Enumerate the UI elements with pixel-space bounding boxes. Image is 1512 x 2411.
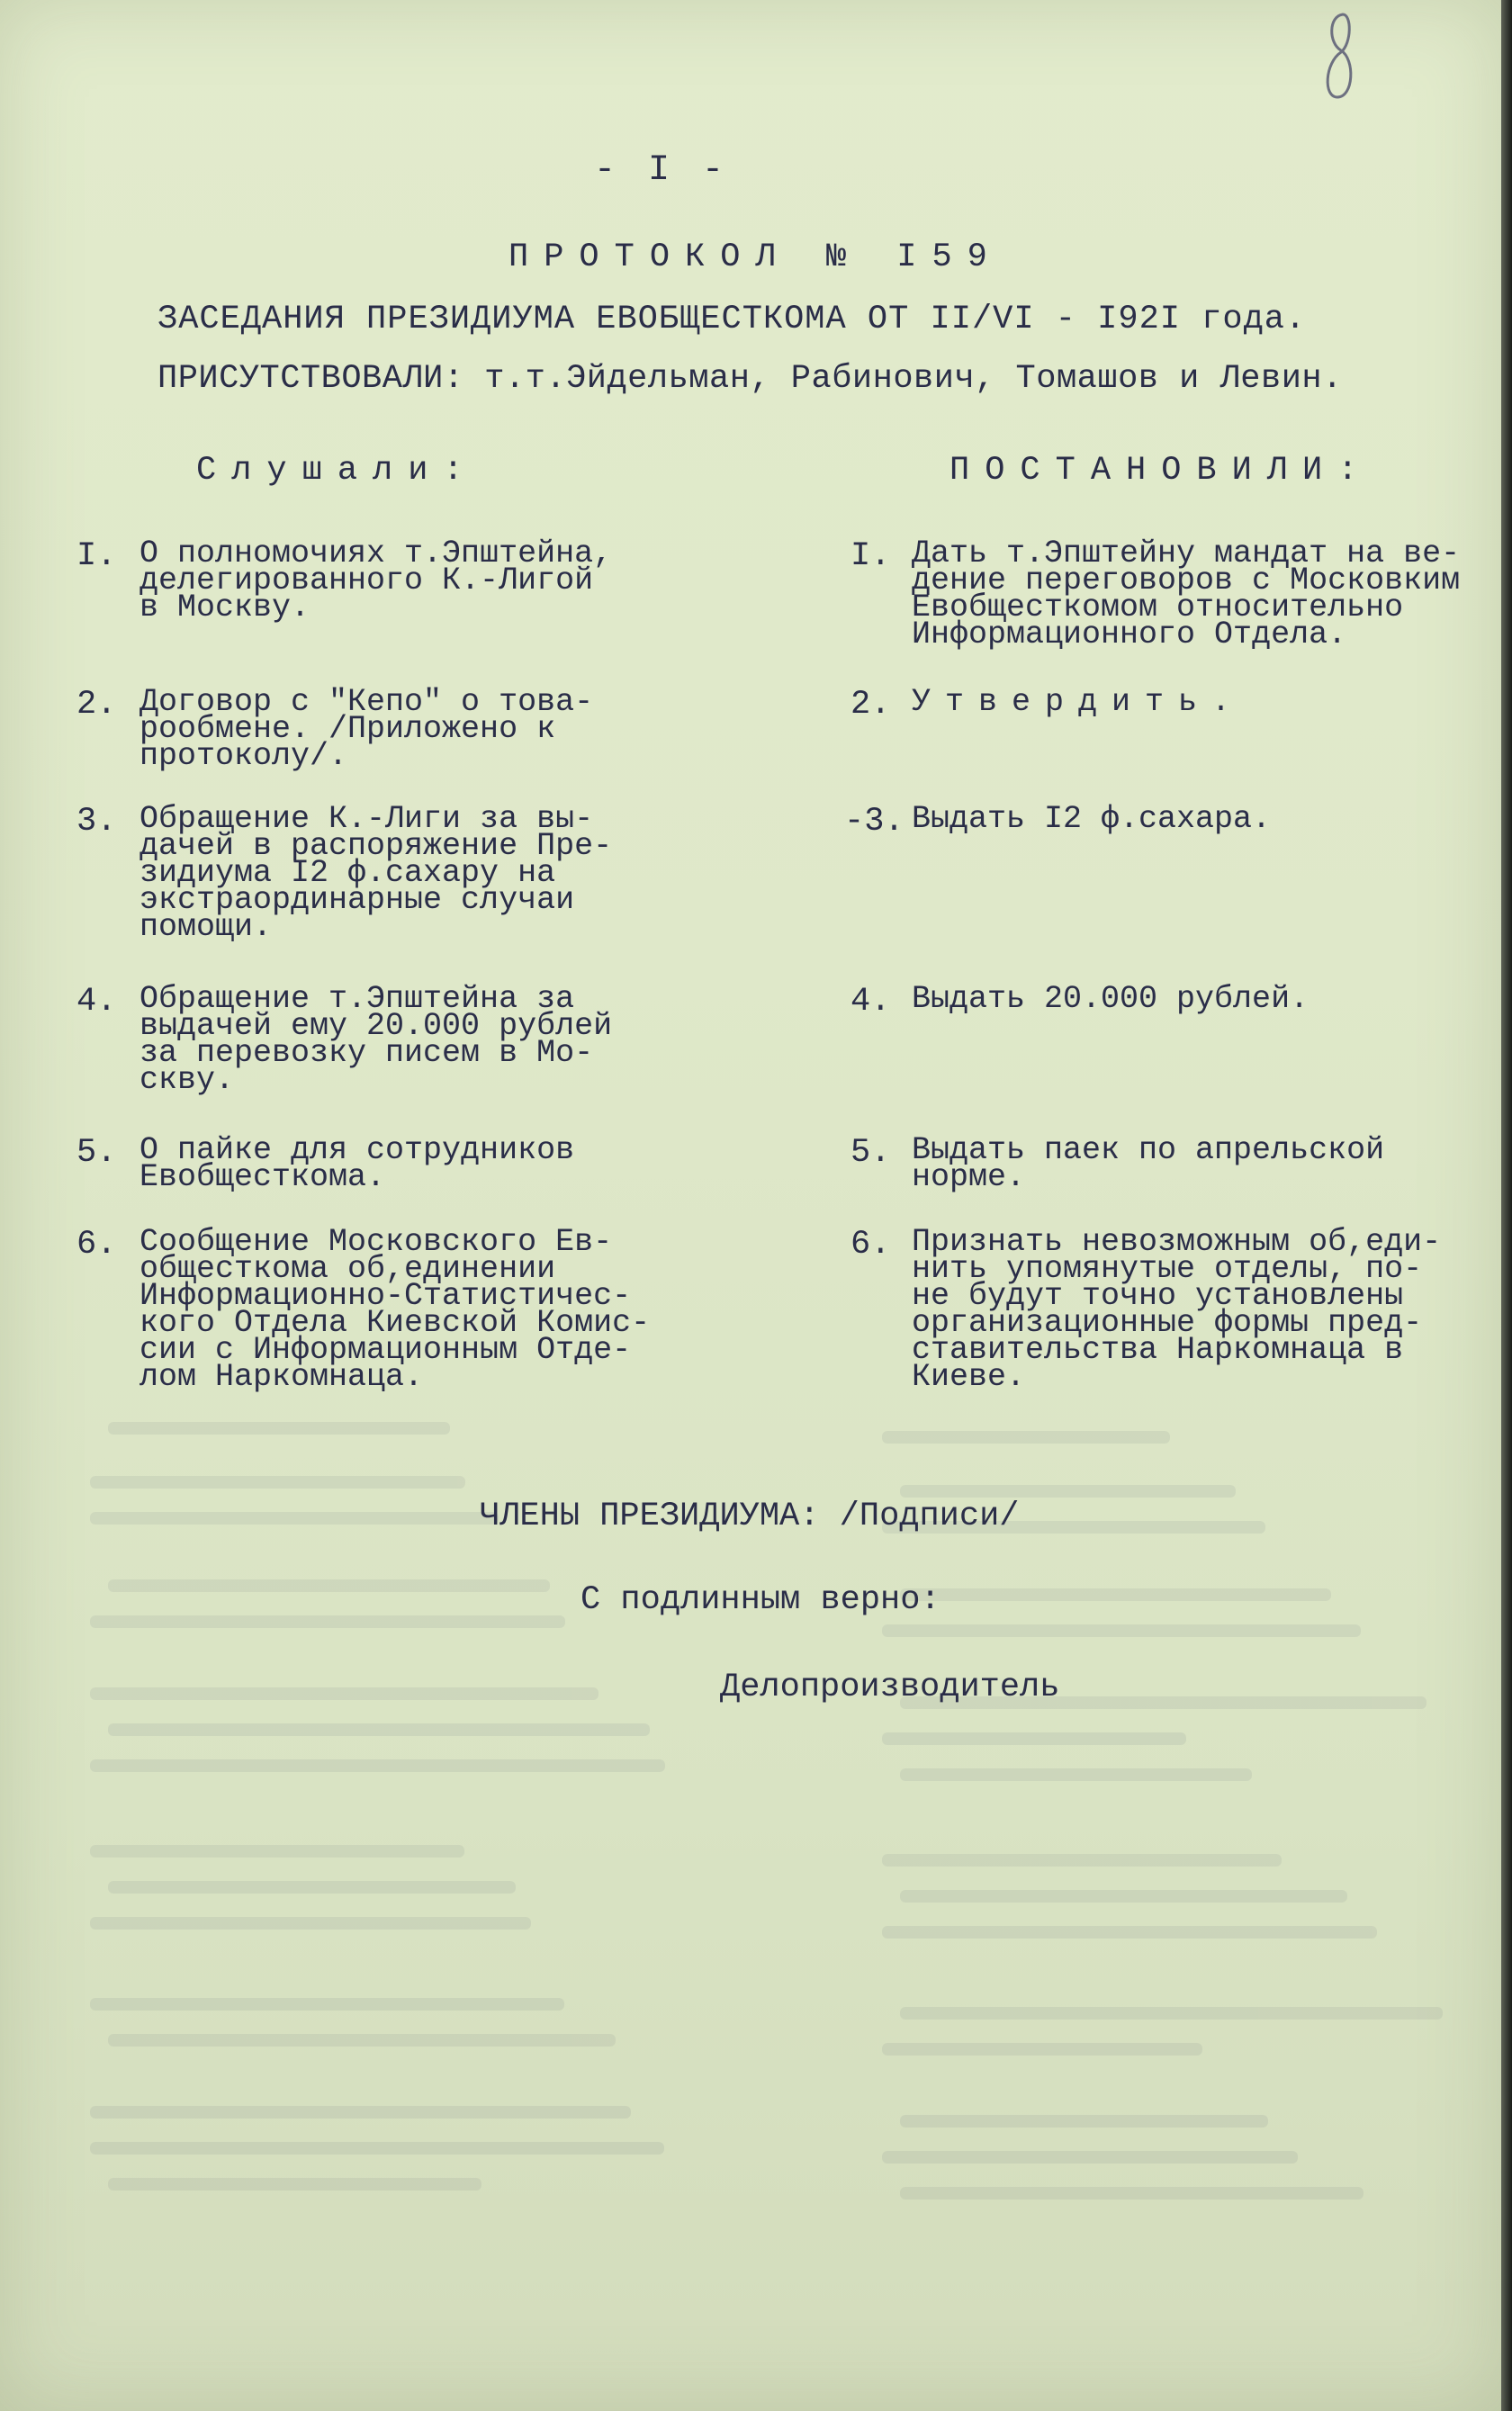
bleed-line: [108, 2178, 482, 2191]
bleed-line: [108, 1881, 516, 1894]
item-number: I.: [76, 537, 117, 575]
item-number: 2.: [76, 686, 117, 724]
item-number: 3.: [76, 803, 117, 841]
bleed-line: [882, 2151, 1298, 2164]
item-number: I.: [850, 537, 891, 575]
bleed-line: [90, 1917, 531, 1930]
bleed-line: [90, 1687, 598, 1700]
resolved-text: Дать т.Эпштейну мандат на ве- дение переговоров с Московким Евобщесткомом относительно Информационного Отдела.: [912, 535, 1461, 652]
heard-text: Обращение К.-Лиги за вы- дачей в распоряжение Пре- зидиума I2 ф.сахару на экстраординарные случаи помощи.: [140, 801, 613, 945]
item-number: 5.: [76, 1134, 117, 1172]
heard-text: Обращение т.Эпштейна за выдачей ему 20.000 рублей за перевозку писем в Мо- скву.: [140, 981, 613, 1098]
bleed-line: [90, 1476, 465, 1489]
item-number: 4.: [76, 983, 117, 1021]
bleed-line: [108, 1579, 550, 1592]
heard-text: О пайке для сотрудников Евобщесткома.: [140, 1132, 575, 1195]
column-heading-resolved: ПОСТАНОВИЛИ:: [950, 452, 1373, 490]
bleed-line: [90, 1512, 499, 1525]
bleed-line: [90, 1998, 564, 2011]
bleed-line: [108, 2034, 616, 2047]
resolved-text: Выдать паек по апрельской норме.: [912, 1132, 1385, 1195]
scanner-edge: [1501, 0, 1512, 2411]
bleed-line: [882, 1624, 1361, 1637]
page-number: - I -: [594, 150, 730, 191]
bleed-line: [900, 1588, 1331, 1601]
resolved-text: Выдать I2 ф.сахара.: [912, 801, 1272, 837]
reverse-side-bleedthrough: [90, 1422, 1485, 2322]
bleed-line: [90, 1615, 565, 1628]
bleed-line: [90, 2142, 664, 2155]
bleed-line: [900, 1890, 1347, 1903]
item-number: -3.: [844, 803, 904, 841]
item-number: 6.: [850, 1226, 891, 1264]
bleed-line: [882, 1926, 1377, 1939]
heard-text: Сообщение Московского Ев- общесткома об,единении Информационно-Статистичес- кого Отдела Киевской Комис- сии с Информационным Отде- лом Наркомнаца.: [140, 1224, 651, 1395]
heard-text: Договор с "Кепо" о това- рообмене. /Приложено к протоколу/.: [140, 684, 594, 774]
resolved-text: Признать невозможным об,еди- нить упомянутые отделы, по- не будут точно установлены организационные формы пред- ставительства Наркомнаца в Киеве.: [912, 1224, 1442, 1395]
item-number: 6.: [76, 1226, 117, 1264]
clerk-title: Делопроизводитель: [720, 1669, 1060, 1706]
handwritten-page-number: [1321, 7, 1357, 106]
resolved-text: Утвердить.: [912, 684, 1246, 720]
bleed-line: [108, 1422, 450, 1435]
bleed-line: [900, 1768, 1252, 1781]
attendees-line: ПРИСУТСТВОВАЛИ: т.т.Эйдельман, Рабинович, Томашов и Левин.: [158, 360, 1343, 398]
bleed-line: [882, 2043, 1202, 2056]
bleed-line: [882, 1854, 1282, 1867]
bleed-line: [900, 2187, 1364, 2200]
bleed-line: [90, 1759, 665, 1772]
bleed-line: [90, 2106, 631, 2119]
bleed-line: [108, 1723, 650, 1736]
column-heading-heard: Слушали:: [196, 452, 479, 490]
bleed-line: [900, 2115, 1268, 2128]
presidium-members-signatures: ЧЛЕНЫ ПРЕЗИДИУМА: /Подписи/: [480, 1498, 1020, 1535]
item-number: 2.: [850, 686, 891, 724]
bleed-line: [90, 1845, 464, 1858]
heard-text: О полномочиях т.Эпштейна, делегированного К.-Лигой в Москву.: [140, 535, 613, 625]
protocol-title: ПРОТОКОЛ № I59: [508, 238, 1003, 276]
bleed-line: [900, 2007, 1443, 2020]
item-number: 5.: [850, 1134, 891, 1172]
meeting-subtitle: ЗАСЕДАНИЯ ПРЕЗИДИУМА ЕВОБЩЕСТКОМА ОТ II/VI - I92I года.: [158, 301, 1307, 338]
item-number: 4.: [850, 983, 891, 1021]
resolved-text: Выдать 20.000 рублей.: [912, 981, 1310, 1017]
bleed-line: [882, 1431, 1170, 1444]
certified-copy-note: С подлинным верно:: [580, 1581, 940, 1619]
bleed-line: [900, 1485, 1236, 1498]
bleed-line: [882, 1732, 1186, 1745]
